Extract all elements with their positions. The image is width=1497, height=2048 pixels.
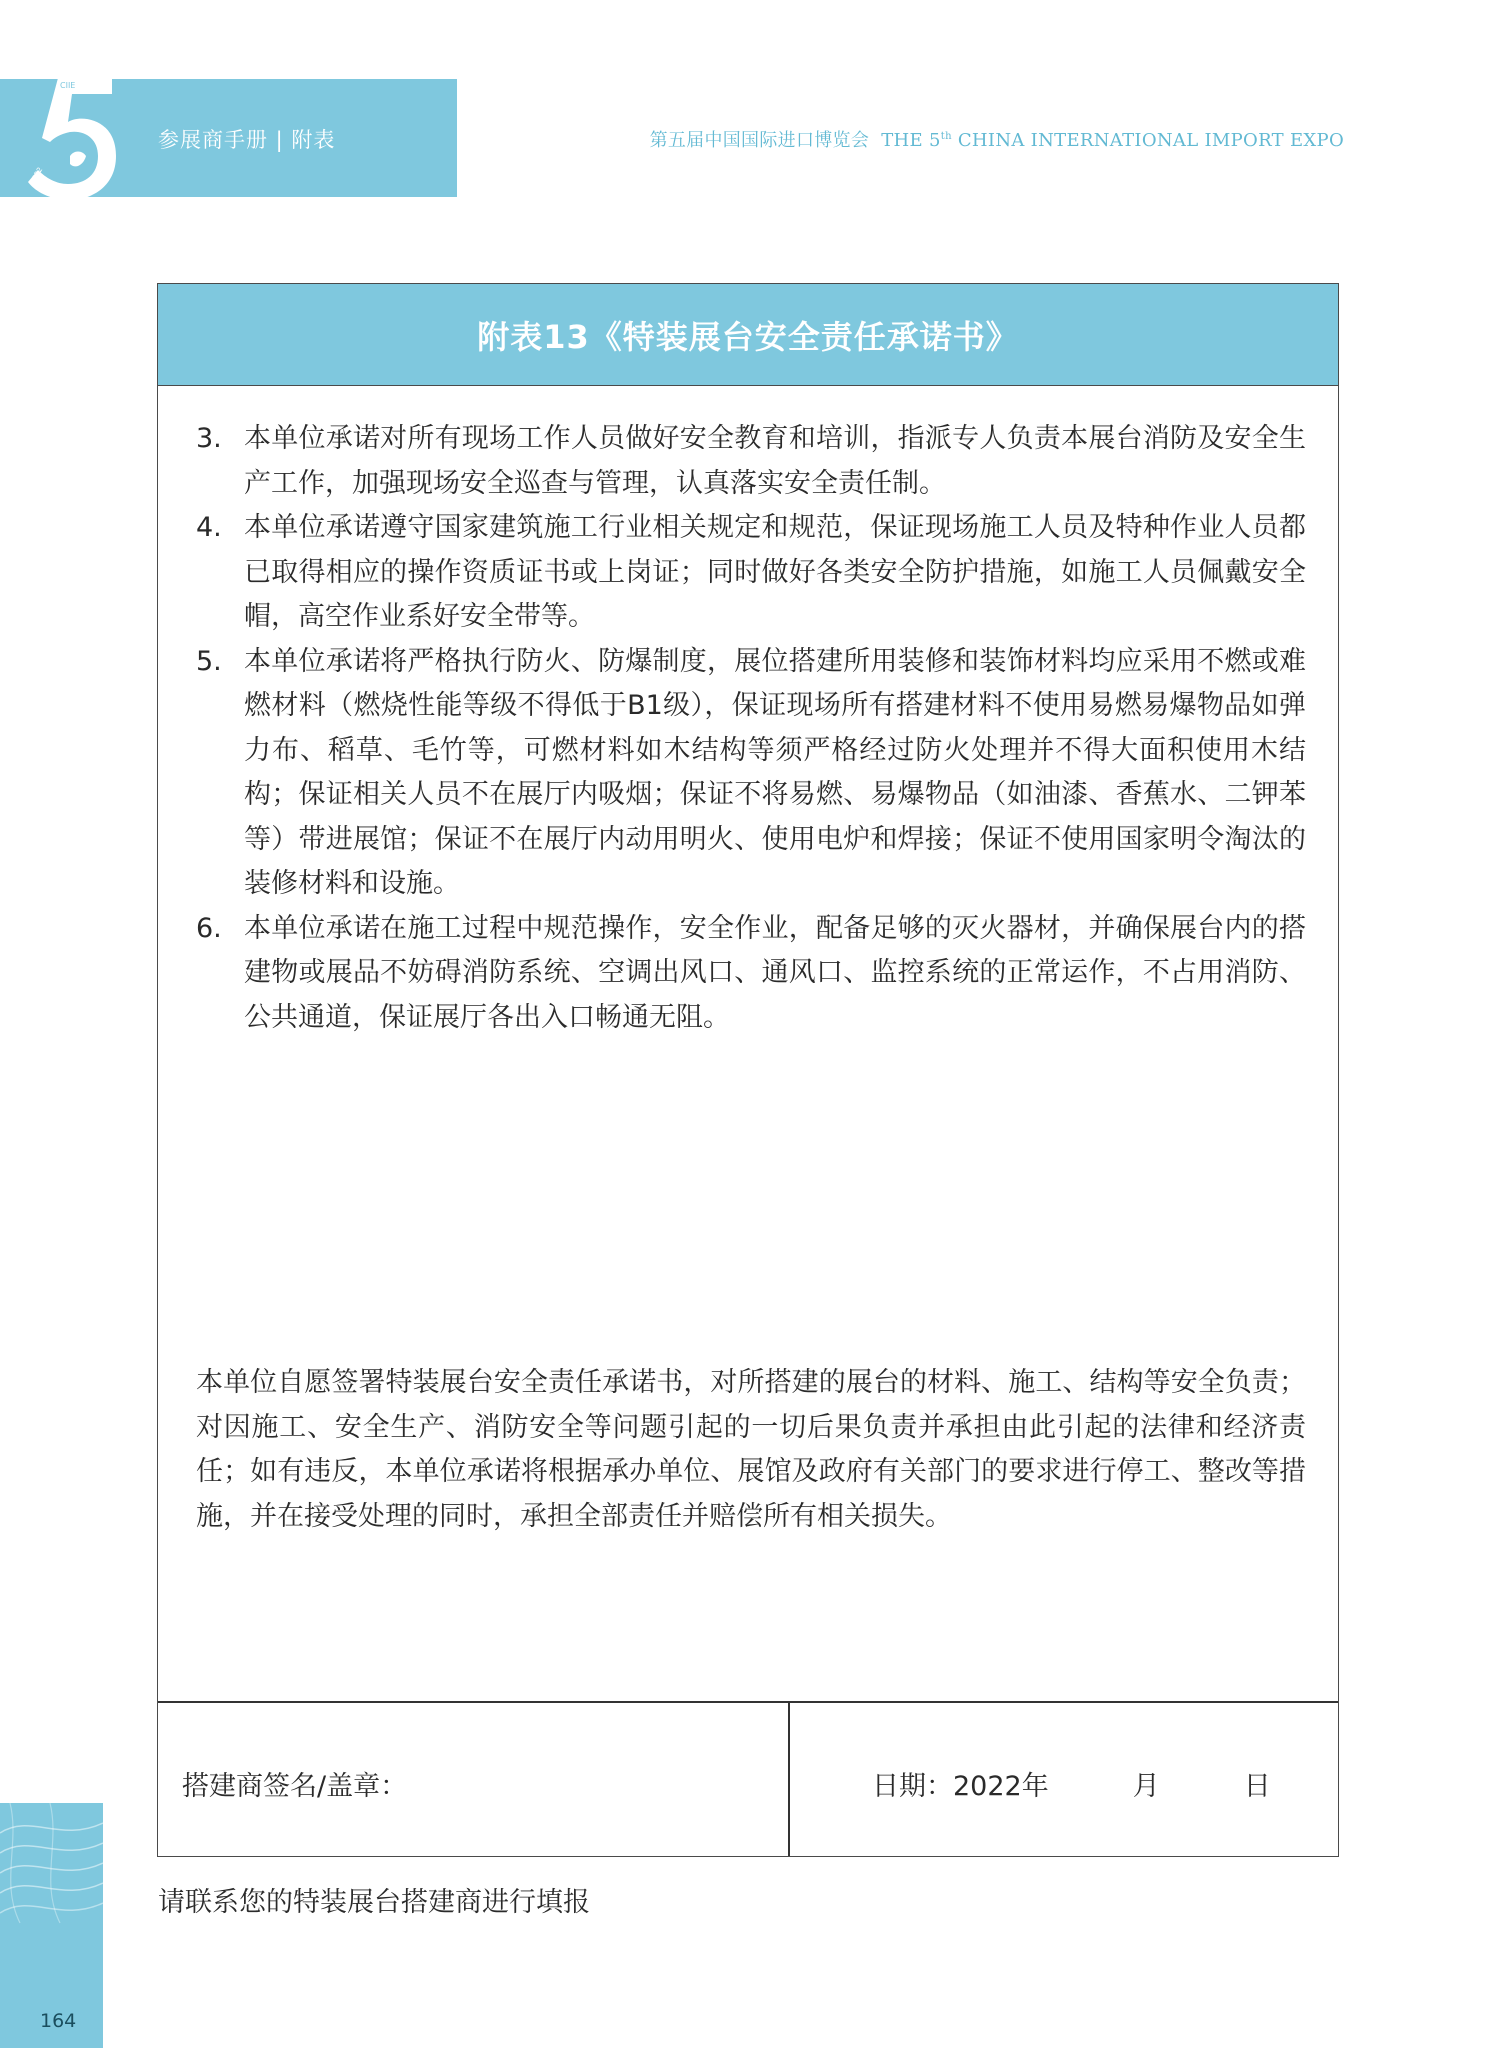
list-item xyxy=(196,640,1306,907)
footer-note: 请联系您的特装展台搭建商进行填报 xyxy=(158,1887,590,1918)
signature-row xyxy=(158,1701,1338,1856)
expo-title-en-post: CHINA INTERNATIONAL IMPORT EXPO xyxy=(951,130,1344,151)
date-field[interactable] xyxy=(872,1764,1271,1803)
page-number: 164 xyxy=(40,2010,77,2032)
item-text: 本单位承诺将严格执行防火、防爆制度，展位搭建所用装修和装饰材料均应采用不燃或难燃材料（燃烧性能等级不得低于B1级），保证现场所有搭建材料不使用易燃易爆物品如弹力布、稻草、毛竹等，可燃材料如木结构等须严格经过防火处理并不得大面积使用木结构；保证相关人员不在展厅内吸烟；保证不将易燃、易爆物品（如油漆、香蕉水、二钾苯等）带进展馆；保证不在展厅内动用明火、使用电炉和焊接；保证不使用国家明令淘汰的装修材料和设施。 xyxy=(244,645,1306,899)
item-number: 3. xyxy=(196,423,222,454)
item-text: 本单位承诺对所有现场工作人员做好安全教育和培训，指派专人负责本展台消防及安全生产工作，加强现场安全巡查与管理，认真落实安全责任制。 xyxy=(244,423,1306,499)
signature-divider xyxy=(788,1703,790,1856)
expo-title-en-sup: th xyxy=(940,131,952,142)
commitment-list xyxy=(196,417,1306,1040)
logo-year-left: 2022 xyxy=(28,166,45,186)
item-number: 5. xyxy=(196,645,222,677)
item-text: 本单位承诺遵守国家建筑施工行业相关规定和规范，保证现场施工人员及特种作业人员都已取得相应的操作资质证书或上岗证；同时做好各类安全防护措施，如施工人员佩戴安全帽，高空作业系好安全带等。 xyxy=(244,512,1306,632)
section-label: 参展商手册 | 附表 xyxy=(158,128,336,152)
logo-text: CIIE xyxy=(60,81,76,90)
closing-paragraph: 本单位自愿签署特装展台安全责任承诺书，对所搭建的展台的材料、施工、结构等安全负责；对因施工、安全生产、消防安全等问题引起的一切后果负责并承担由此引起的法律和经济责任；如有违反，本单位承诺将根据承办单位、展馆及政府有关部门的要求进行停工、整改等措施，并在接受处理的同时，承担全部责任并赔偿所有相关损失。 xyxy=(196,1367,1306,1532)
item-text: 本单位承诺在施工过程中规范操作，安全作业，配备足够的灭火器材，并确保展台内的搭建物或展品不妨碍消防系统、空调出风口、通风口、监控系统的正常运作，不占用消防、公共通道，保证展厅各出入口畅通无阻。 xyxy=(244,912,1306,1033)
date-year-label: 日期：2022年 xyxy=(872,1771,1049,1802)
date-month-label: 月 xyxy=(1132,1771,1160,1802)
list-item xyxy=(196,907,1306,1041)
signature-field[interactable]: 搭建商签名/盖章： xyxy=(182,1771,408,1802)
expo-title-en-pre: THE 5 xyxy=(881,130,941,151)
list-item xyxy=(196,506,1306,640)
expo-logo xyxy=(20,64,120,204)
expo-title xyxy=(650,126,1344,152)
logo-year-right: 2022 xyxy=(92,171,107,192)
list-item xyxy=(196,417,1306,506)
item-number: 4. xyxy=(196,512,222,543)
expo-title-cn: 第五届中国国际进口博览会 xyxy=(649,130,870,151)
item-number: 6. xyxy=(196,912,222,944)
form-title: 附表13《特装展台安全责任承诺书》 xyxy=(158,284,1338,386)
date-day-label: 日 xyxy=(1243,1771,1271,1802)
commitment-form xyxy=(157,283,1339,1857)
